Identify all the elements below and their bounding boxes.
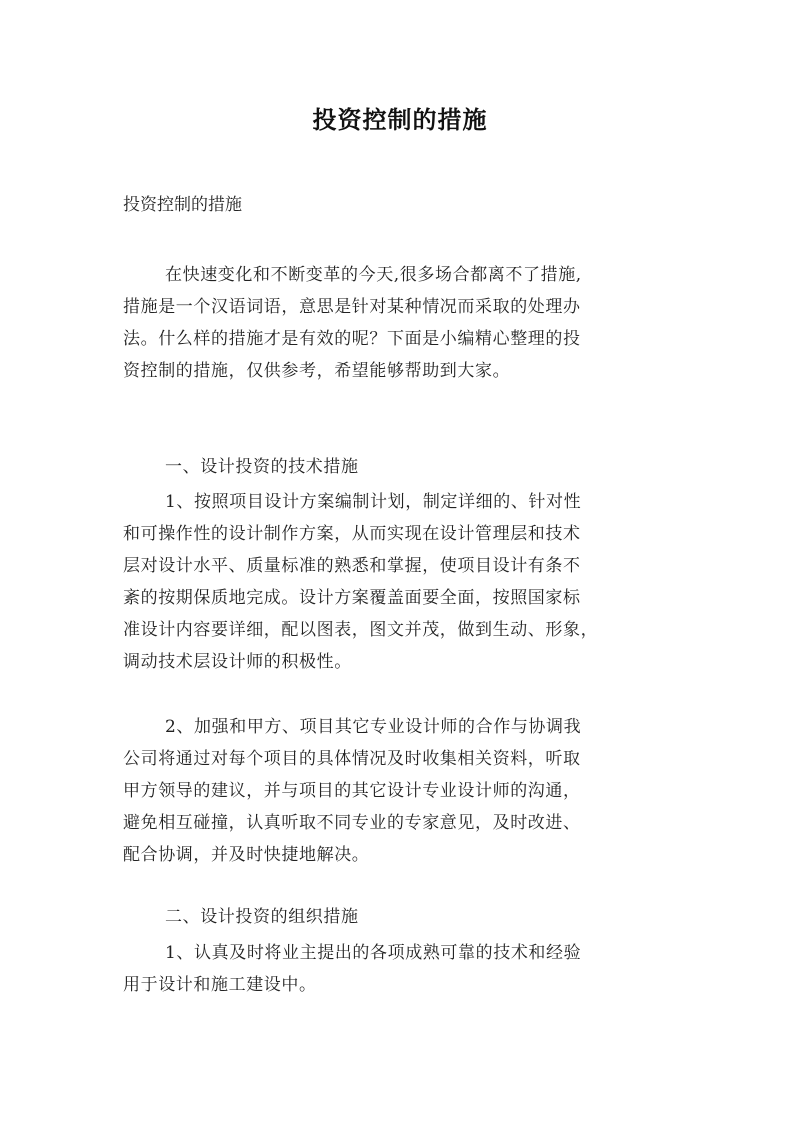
section-heading-text: 二、设计投资的组织措施 [165,907,359,927]
intro-paragraph [123,259,683,387]
paragraph-line: 法。什么样的措施才是有效的呢？下面是小编精心整理的投 [123,329,581,349]
paragraph-line: 调动技术层设计师的积极性。 [123,652,352,672]
paragraph-line: 避免相互碰撞，认真听取不同专业的专家意见，及时改进、 [123,813,581,833]
paragraph-line: 和可操作性的设计制作方案，从而实现在设计管理层和技术 [123,524,581,544]
document-subtitle: 投资控制的措施 [123,195,242,215]
paragraph-line: 公司将通过对每个项目的具体情况及时收集相关资料，听取 [123,749,581,769]
paragraph-line: 用于设计和施工建设中。 [123,975,317,995]
paragraph-line: 措施是一个汉语词语，意思是针对某种情况而采取的处理办 [123,297,581,317]
section-heading-1 [123,451,683,483]
paragraph-line: 1、认真及时将业主提出的各项成熟可靠的技术和经验 [165,943,582,963]
document-title: 投资控制的措施 [312,105,488,134]
technical-measure-2-paragraph [123,711,683,871]
paragraph-line: 甲方领导的建议，并与项目的其它设计专业设计师的沟通， [123,781,581,801]
paragraph-line: 紊的按期保质地完成。设计方案覆盖面要全面，按照国家标 [123,588,581,608]
paragraph-line: 2、加强和甲方、项目其它专业设计师的合作与协调我 [165,717,582,737]
paragraph-line: 资控制的措施，仅供参考，希望能够帮助到大家。 [123,361,511,381]
paragraph-line: 在快速变化和不断变革的今天,很多场合都离不了措施, [165,265,582,285]
organizational-measure-1-paragraph [123,937,683,1001]
technical-measure-1-paragraph [123,486,683,678]
paragraph-line: 层对设计水平、质量标准的熟悉和掌握，使项目设计有条不 [123,556,581,576]
section-heading-text: 一、设计投资的技术措施 [165,457,359,477]
paragraph-line: 1、按照项目设计方案编制计划，制定详细的、针对性 [165,492,582,512]
paragraph-line: 准设计内容要详细，配以图表，图文并茂，做到生动、形象， [123,620,599,640]
paragraph-line: 配合协调，并及时快捷地解决。 [123,845,370,865]
section-heading-2 [123,901,683,933]
